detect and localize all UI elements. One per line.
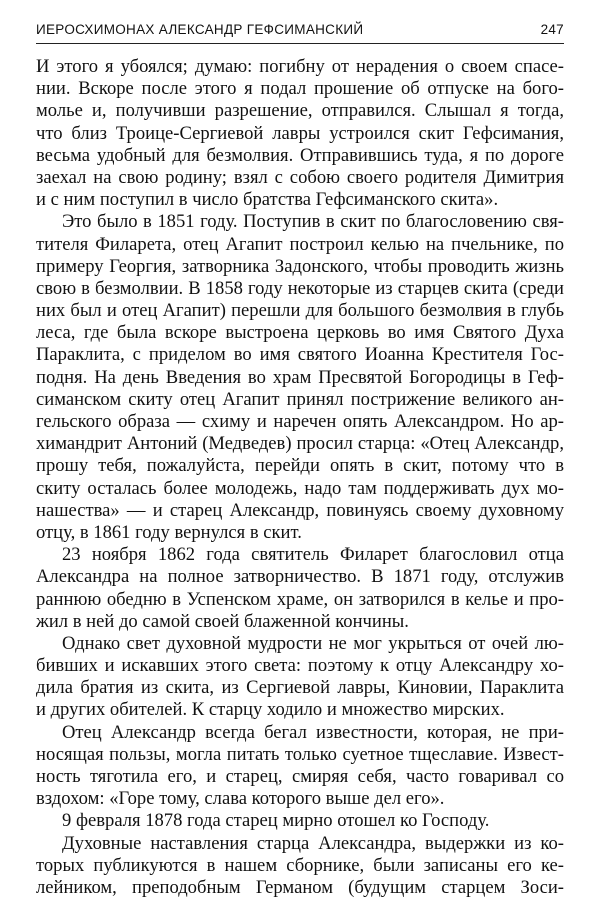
text-line: торых публикуются в нашем сборнике, были записаны его ке- <box>36 854 564 876</box>
text-line: что близ Троице-Сергиевой лавры устроился скит Гефсимания, <box>36 122 564 144</box>
text-line: Александра на полное затворничество. В 1871 году, отслужив <box>36 566 564 588</box>
text-line: химандрит Антоний (Медведев) просил старца: «Отец Александр, <box>36 433 564 455</box>
text-line: Параклита, с приделом во имя святого Иоанна Крестителя Гос- <box>36 344 564 366</box>
text-line: нии. Вскоре после этого я подал прошение об отпуске на бого- <box>36 78 564 100</box>
text-line: ность тяготила его, и старец, смиряя себя, часто говаривал со <box>36 766 564 787</box>
text-line: Однако свет духовной мудрости не мог укрыться от очей лю- <box>62 632 564 654</box>
text-line: И этого я убоялся; думаю: погибну от нерадения о своем спасе- <box>36 56 564 77</box>
text-line: леса, где была вскоре выстроена церковь во имя Святого Духа <box>36 322 564 344</box>
text-line: свою в безмолвии. В 1858 году некоторые из старцев скита (среди <box>36 277 564 299</box>
text-line: Отец Александр всегда бегал известности, которая, не при- <box>62 721 564 743</box>
text-line: скиту осталась более молодежь, надо там поддерживать дух мо- <box>36 477 564 499</box>
text-line: и других обителей. К старцу ходило и множество мирских. <box>36 699 505 721</box>
text-line: раннюю обедню в Успенском храме, он затворился в келье и про- <box>36 588 564 610</box>
text-line: подня. На день Введения во храм Пресвятой Богородицы в Геф- <box>36 366 564 388</box>
paragraph <box>36 722 564 811</box>
text-line: лейником, преподобным Германом (будущим старцем Зоси- <box>36 876 564 898</box>
paragraph <box>36 56 564 211</box>
paragraph <box>36 810 564 832</box>
text-line: Это было в 1851 году. Поступив в скит по благословению свя- <box>62 211 564 233</box>
text-line: тителя Филарета, отец Агапит построил келью на пчельнике, по <box>36 233 564 255</box>
paragraph <box>36 544 564 633</box>
text-line: 23 ноября 1862 года святитель Филарет благословил отца <box>62 544 564 566</box>
paragraph <box>36 211 564 544</box>
text-line: гельского образа — схиму и наречен опять Александром. Но ар- <box>36 411 564 432</box>
page-number: 247 <box>540 22 564 37</box>
text-line: и с ним поступил в число братства Гефсиманского скита». <box>36 189 499 211</box>
text-line: 9 февраля 1878 года старец мирно отошел ко Господу. <box>62 810 490 832</box>
body-text <box>36 56 564 899</box>
text-line: симанском скиту отец Агапит принял пострижение великого ан- <box>36 388 564 410</box>
text-line: вздохом: «Горе тому, слава которого выше дел его». <box>36 788 445 810</box>
book-page <box>36 22 564 899</box>
text-line: заехал на свою родину; взял с собою своего родителя Димитрия <box>36 166 564 188</box>
text-line: примеру Георгия, затворника Задонского, чтобы проводить жизнь <box>36 255 564 277</box>
text-line: дила братия из скита, из Сергиевой лавры, Киновии, Параклита <box>36 677 564 699</box>
text-line: носящая пользы, могла питать только суетное тщеславие. Извест- <box>36 743 564 765</box>
text-line: нашества» — и старец Александр, повинуясь своему духовному <box>36 499 564 521</box>
text-line: Духовные наставления старца Александра, выдержки из ко- <box>62 832 564 854</box>
text-line: молье и, получивши разрешение, отправился. Слышал я тогда, <box>36 100 564 122</box>
text-line: них был и отец Агапит) перешли для большого безмолвия в глубь <box>36 300 564 322</box>
text-line: жил в ней до самой своей блаженной кончины. <box>36 610 409 632</box>
paragraph <box>36 633 564 722</box>
running-title: ИЕРОСХИМОНАХ АЛЕКСАНДР ГЕФСИМАНСКИЙ <box>36 22 364 37</box>
text-line: прошу тебя, пожалуйста, перейди опять в скит, потому что в <box>36 455 564 477</box>
text-line: весьма удобный для безмолвия. Отправившись туда, я по дороге <box>36 144 564 166</box>
text-line: бивших и искавших этого света: поэтому к отцу Александру хо- <box>36 655 564 677</box>
running-header <box>36 22 564 44</box>
paragraph <box>36 833 564 899</box>
text-line: отцу, в 1861 году вернулся в скит. <box>36 521 302 543</box>
